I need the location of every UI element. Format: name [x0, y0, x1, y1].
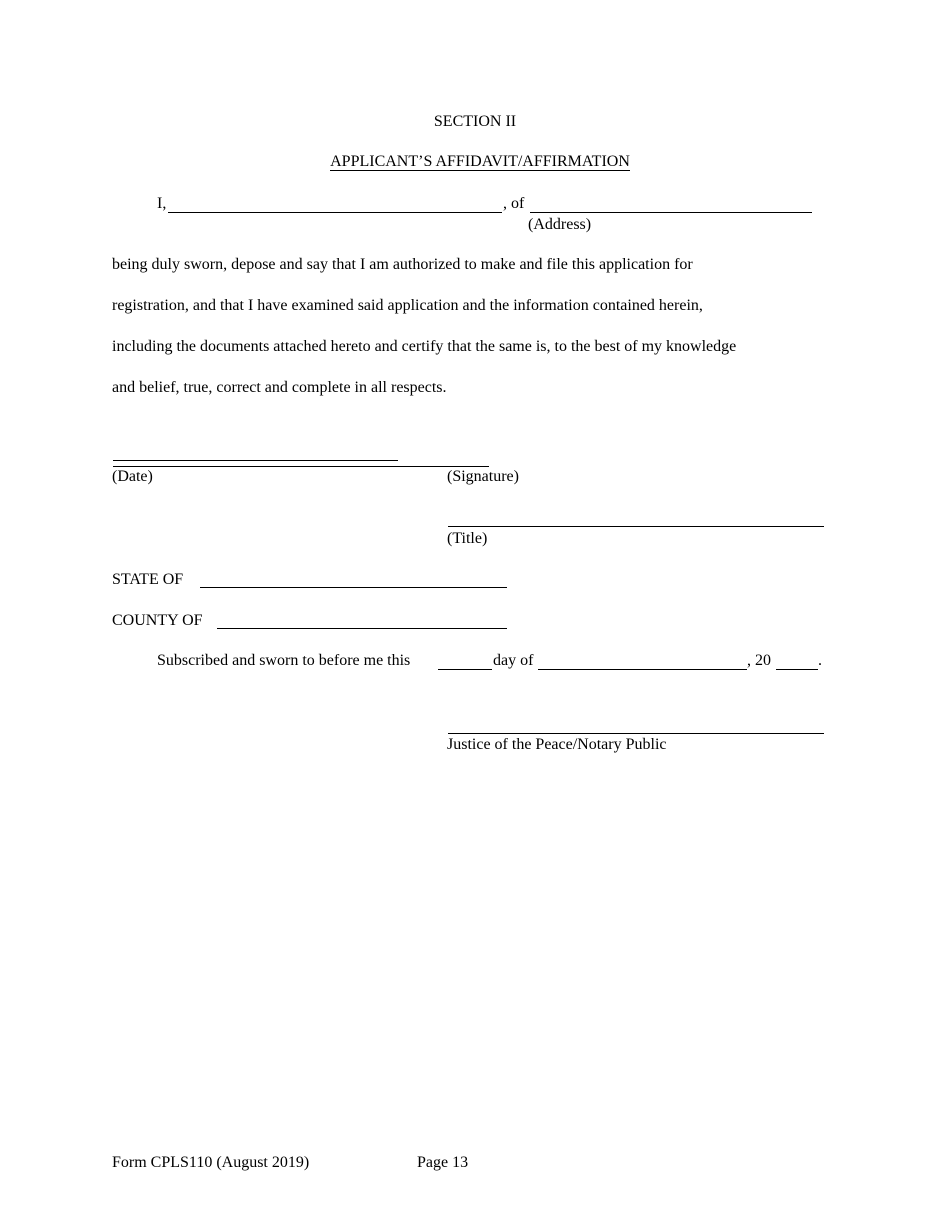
body-line: registration, and that I have examined said application and the information contained herein, [112, 297, 703, 314]
day-field[interactable] [438, 669, 492, 670]
title-field[interactable] [448, 526, 824, 527]
signature-label: (Signature) [447, 468, 519, 485]
intro-of-text: , of [503, 195, 525, 212]
address-field[interactable] [530, 212, 812, 213]
section-heading: SECTION II [433, 113, 517, 130]
affidavit-title-wrap [0, 153, 950, 171]
year-field[interactable] [776, 669, 818, 670]
state-label: STATE OF [112, 571, 184, 588]
date-field[interactable] [113, 460, 398, 461]
body-line: and belief, true, correct and complete in all respects. [112, 379, 447, 396]
notary-label: Justice of the Peace/Notary Public [447, 736, 667, 753]
affidavit-body [112, 244, 832, 408]
county-field[interactable] [217, 628, 507, 629]
state-field[interactable] [200, 587, 507, 588]
signature-field[interactable] [113, 466, 489, 467]
subscribed-text: Subscribed and sworn to before me this [157, 652, 411, 669]
page-number: Page 13 [417, 1154, 469, 1171]
subscribed-end: . [818, 652, 822, 669]
year-prefix-text: , 20 [747, 652, 771, 669]
address-label: (Address) [528, 216, 592, 233]
county-label: COUNTY OF [112, 612, 203, 629]
notary-signature-field[interactable] [448, 733, 824, 734]
applicant-name-field[interactable] [168, 212, 502, 213]
body-line: being duly sworn, depose and say that I am authorized to make and file this application for [112, 256, 693, 273]
body-line: including the documents attached hereto and certify that the same is, to the best of my knowledge [112, 338, 737, 355]
form-id: Form CPLS110 (August 2019) [112, 1154, 310, 1171]
day-of-text: day of [493, 652, 534, 669]
month-field[interactable] [538, 669, 747, 670]
affidavit-title: APPLICANT’S AFFIDAVIT/AFFIRMATION [330, 153, 630, 170]
date-label: (Date) [112, 468, 153, 485]
title-label: (Title) [447, 530, 488, 547]
intro-prefix: I, [157, 195, 167, 212]
